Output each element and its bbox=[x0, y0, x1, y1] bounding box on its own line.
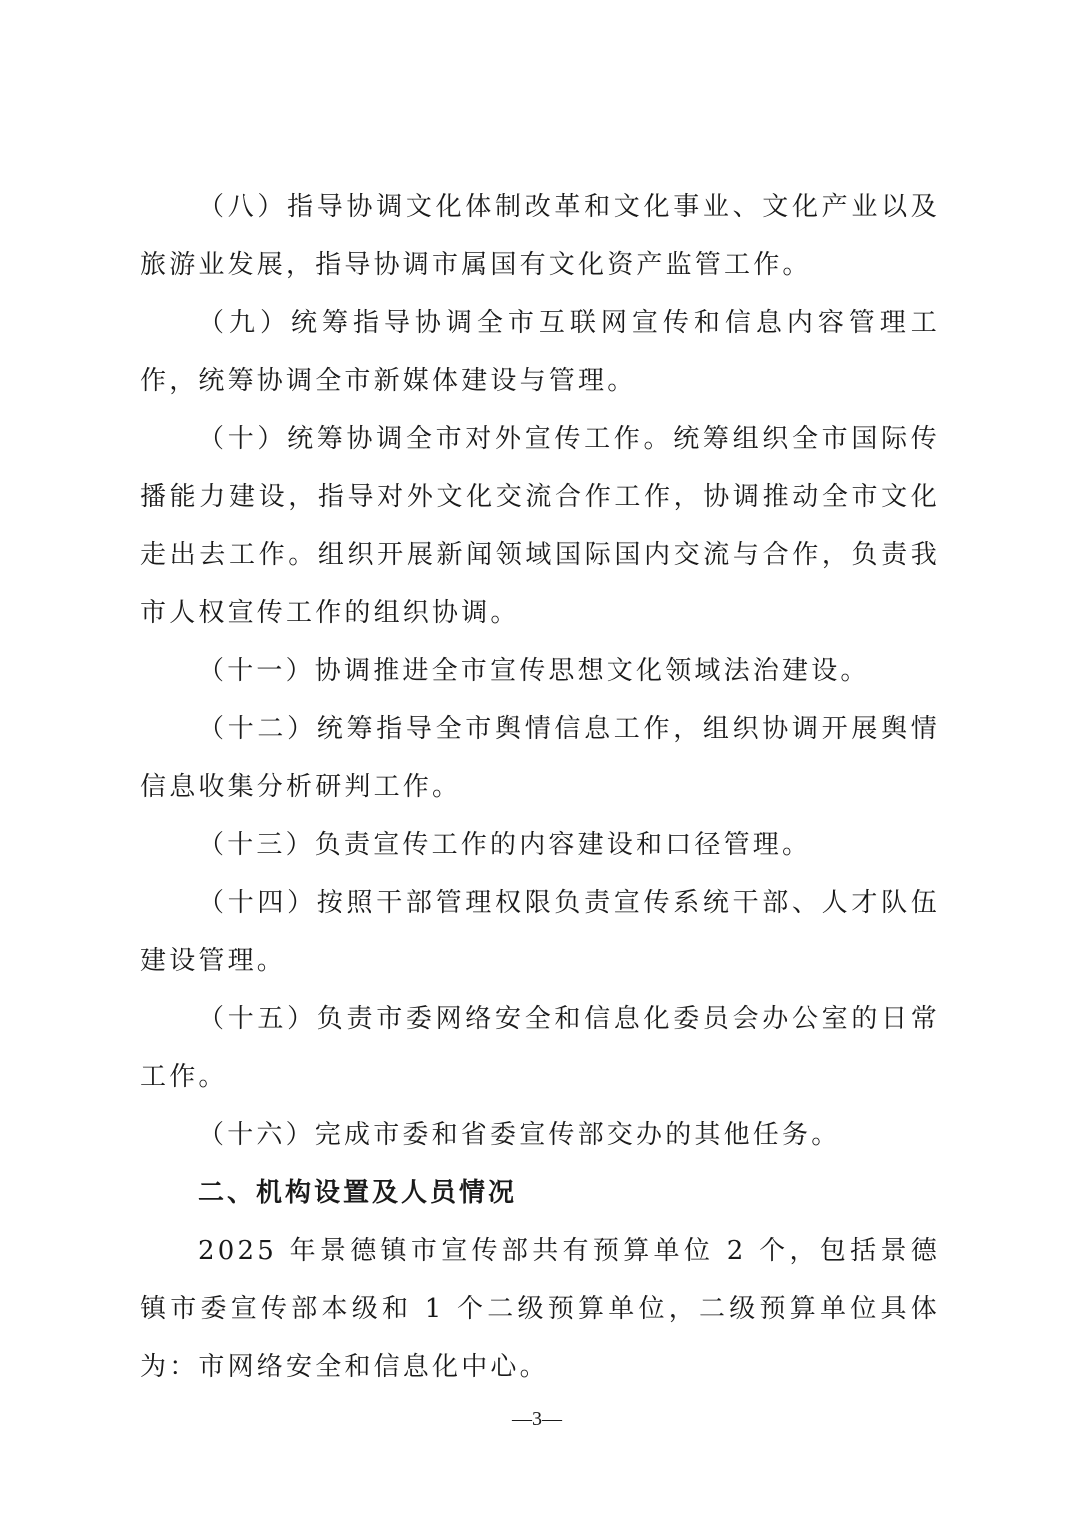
duty-item-15: （十五）负责市委网络安全和信息化委员会办公室的日常工作。 bbox=[140, 1004, 940, 1092]
duty-item-12: （十二）统筹指导全市舆情信息工作，组织协调开展舆情信息收集分析研判工作。 bbox=[140, 714, 940, 802]
document-body bbox=[140, 178, 940, 1396]
duty-item-16: （十六）完成市委和省委宣传部交办的其他任务。 bbox=[198, 1120, 841, 1150]
duty-item-14: （十四）按照干部管理权限负责宣传系统干部、人才队伍建设管理。 bbox=[140, 888, 940, 976]
duty-item-11: （十一）协调推进全市宣传思想文化领域法治建设。 bbox=[198, 656, 870, 686]
page-number: —3— bbox=[512, 1408, 562, 1430]
duty-item-8: （八）指导协调文化体制改革和文化事业、文化产业以及旅游业发展，指导协调市属国有文化资产监管工作。 bbox=[140, 192, 940, 280]
duty-item-10: （十）统筹协调全市对外宣传工作。统筹组织全市国际传播能力建设，指导对外文化交流合作工作，协调推动全市文化走出去工作。组织开展新闻领域国际国内交流与合作，负责我市人权宣传工作的组织协调。 bbox=[140, 424, 940, 628]
section-heading: 二、机构设置及人员情况 bbox=[198, 1178, 518, 1208]
section-body: 2025 年景德镇市宣传部共有预算单位 2 个，包括景德镇市委宣传部本级和 1 个二级预算单位，二级预算单位具体为：市网络安全和信息化中心。 bbox=[140, 1236, 940, 1382]
duty-item-9: （九）统筹指导协调全市互联网宣传和信息内容管理工作，统筹协调全市新媒体建设与管理。 bbox=[140, 308, 940, 396]
duty-item-13: （十三）负责宣传工作的内容建设和口径管理。 bbox=[198, 830, 812, 860]
